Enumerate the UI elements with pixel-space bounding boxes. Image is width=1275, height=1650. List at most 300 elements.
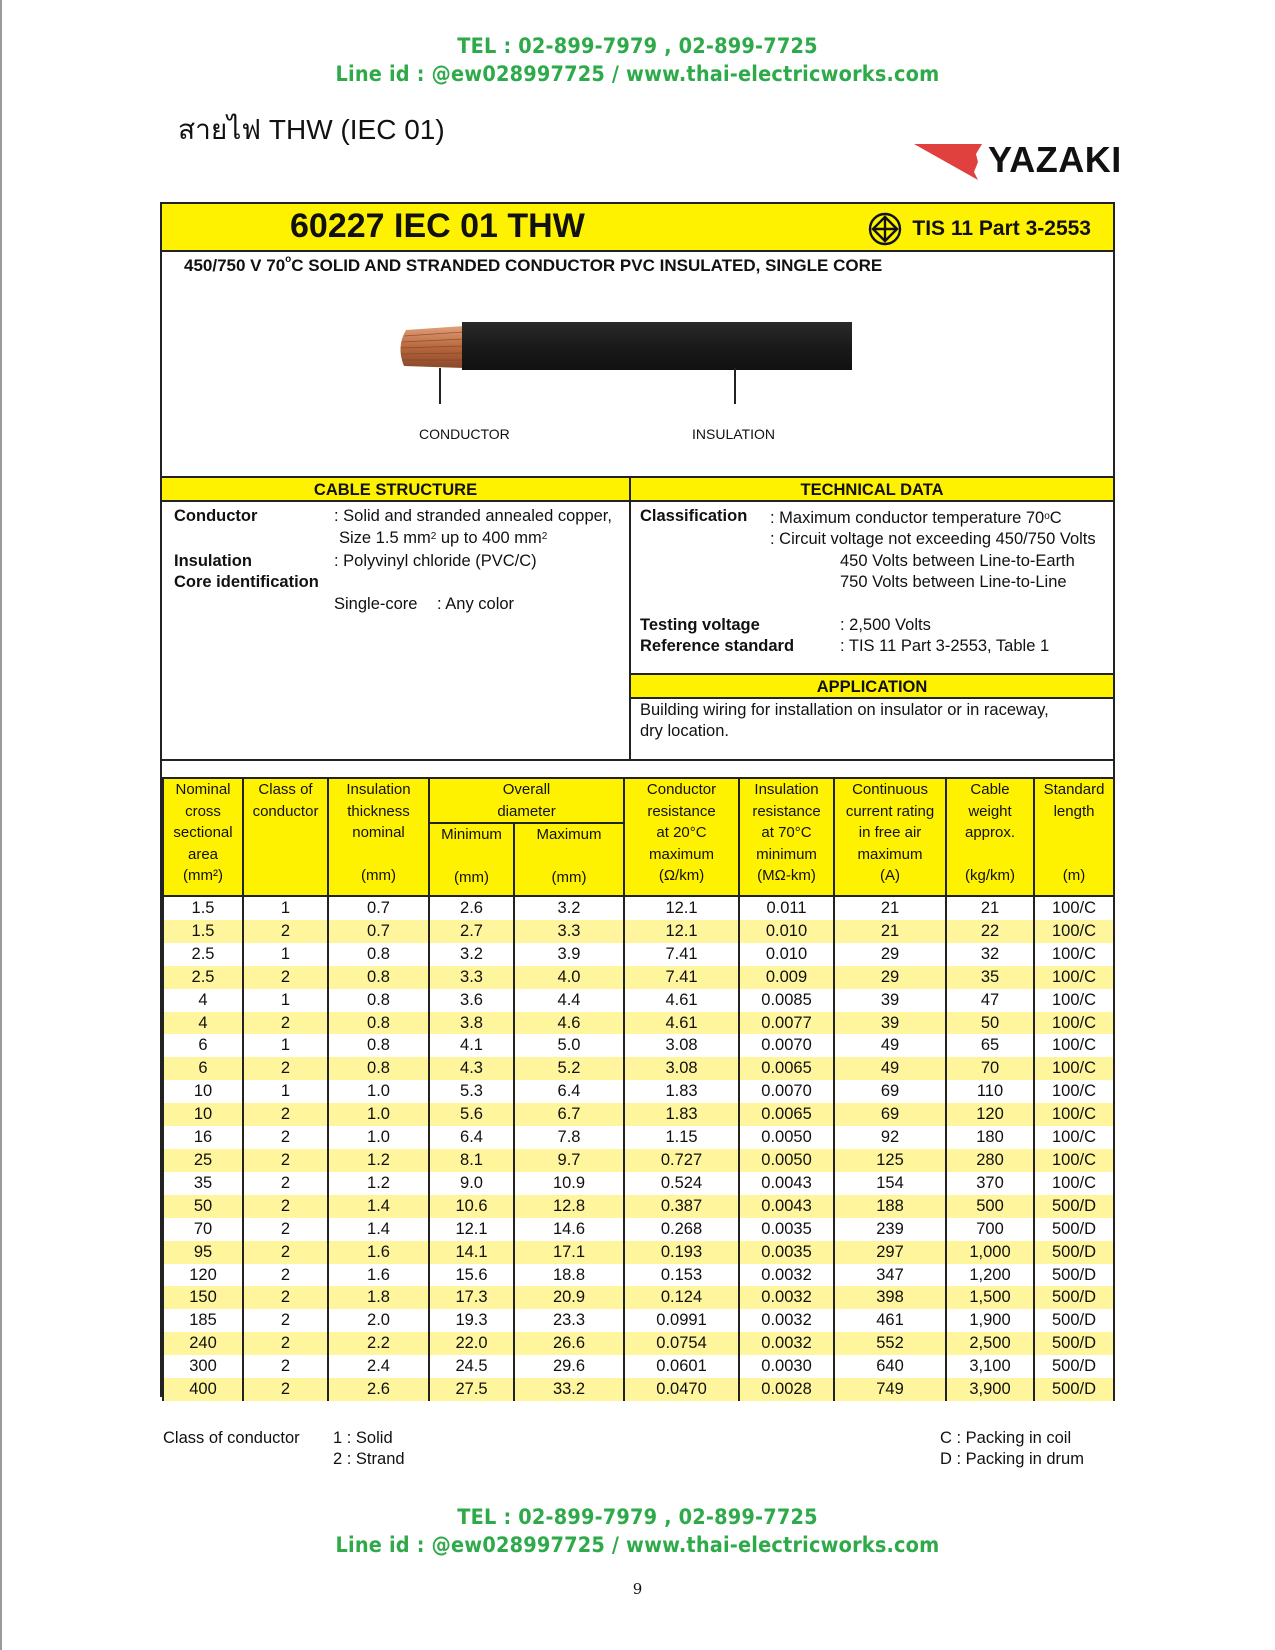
cell-conductor-resistance: 0.387	[624, 1195, 739, 1218]
header-conductor-resistance	[624, 778, 739, 896]
cell-area: 16	[163, 1126, 243, 1149]
cell-area: 2.5	[163, 966, 243, 989]
table-row	[163, 1034, 1114, 1057]
cell-conductor-resistance: 7.41	[624, 966, 739, 989]
insulation-label: INSULATION	[692, 426, 775, 442]
cell-insulation-resistance: 0.0032	[739, 1286, 834, 1309]
cell-cable-weight: 3,100	[946, 1355, 1034, 1378]
table-row	[163, 1378, 1114, 1401]
cell-current-rating: 49	[834, 1034, 946, 1057]
cell-insulation-thickness: 1.0	[328, 1080, 429, 1103]
footer-contact-phone: TEL : 02-899-7979 , 02-899-7725	[457, 1505, 818, 1529]
header-line: (mm)	[454, 869, 489, 886]
header-line: Overall	[502, 781, 551, 798]
degree-sign: o	[1044, 511, 1050, 522]
cell-insulation-thickness: 2.2	[328, 1332, 429, 1355]
cell-diameter-min: 9.0	[429, 1172, 514, 1195]
cell-standard-length: 100/C	[1034, 943, 1114, 966]
cell-area: 1.5	[163, 920, 243, 943]
cell-insulation-thickness: 0.8	[328, 966, 429, 989]
cell-insulation-resistance: 0.010	[739, 943, 834, 966]
table-row	[163, 1172, 1114, 1195]
table-row	[163, 1218, 1114, 1241]
cell-cable-weight: 1,200	[946, 1264, 1034, 1287]
cell-diameter-max: 26.6	[514, 1332, 624, 1355]
cell-current-rating: 69	[834, 1103, 946, 1126]
cell-insulation-resistance: 0.0077	[739, 1012, 834, 1035]
voltage-line-earth: 450 Volts between Line-to-Earth	[840, 552, 1075, 570]
cell-insulation-resistance: 0.0032	[739, 1332, 834, 1355]
header-line: weight	[968, 802, 1012, 820]
conductor-pointer	[439, 368, 441, 404]
header-line: resistance	[752, 802, 821, 820]
cell-insulation-resistance: 0.0032	[739, 1264, 834, 1287]
cell-diameter-min: 10.6	[429, 1195, 514, 1218]
cell-cable-weight: 50	[946, 1012, 1034, 1035]
cell-diameter-min: 3.2	[429, 943, 514, 966]
cell-diameter-min: 8.1	[429, 1149, 514, 1172]
cell-insulation-resistance: 0.0028	[739, 1378, 834, 1401]
cell-area: 50	[163, 1195, 243, 1218]
cell-insulation-thickness: 1.4	[328, 1195, 429, 1218]
legend-class-solid: 1 : Solid	[333, 1429, 393, 1447]
header-line: (A)	[880, 867, 901, 884]
cell-class: 1	[243, 1034, 328, 1057]
page-edge	[0, 0, 2, 1650]
header-line: in free air	[858, 824, 922, 841]
cell-class: 2	[243, 1264, 328, 1287]
cell-area: 10	[163, 1080, 243, 1103]
cell-diameter-min: 14.1	[429, 1241, 514, 1264]
table-row	[163, 966, 1114, 989]
header-cable-weight	[946, 778, 1034, 896]
cell-standard-length: 100/C	[1034, 966, 1114, 989]
cell-standard-length: 100/C	[1034, 1126, 1114, 1149]
reference-standard-value: : TIS 11 Part 3-2553, Table 1	[840, 637, 1050, 655]
header-line: maximum	[857, 845, 923, 863]
cell-conductor-resistance: 0.0470	[624, 1378, 739, 1401]
header-line: (mm²)	[183, 867, 223, 884]
legend-class-strand: 2 : Strand	[333, 1450, 405, 1468]
cell-conductor-resistance: 0.524	[624, 1172, 739, 1195]
conductor-spec-value: : Solid and stranded annealed copper,	[334, 507, 612, 525]
cell-diameter-min: 17.3	[429, 1286, 514, 1309]
header-insulation-thickness	[328, 778, 429, 896]
cell-diameter-max: 14.6	[514, 1218, 624, 1241]
cell-diameter-max: 23.3	[514, 1309, 624, 1332]
cell-current-rating: 92	[834, 1126, 946, 1149]
footer-contact-line-website: Line id : @ew028997725 / www.thai-electricworks.com	[335, 1533, 940, 1557]
product-title: 60227 IEC 01 THW	[290, 207, 585, 245]
core-color: : Any color	[437, 595, 515, 613]
cell-area: 10	[163, 1103, 243, 1126]
header-line: length	[1053, 802, 1095, 820]
header-line: minimum	[756, 845, 817, 863]
cell-conductor-resistance: 0.193	[624, 1241, 739, 1264]
cell-diameter-max: 33.2	[514, 1378, 624, 1401]
cell-diameter-max: 3.2	[514, 896, 624, 920]
core-identification-label: Core identification	[174, 573, 319, 591]
cell-insulation-resistance: 0.009	[739, 966, 834, 989]
legend-packing-coil: C : Packing in coil	[940, 1429, 1072, 1447]
cell-current-rating: 21	[834, 896, 946, 920]
cell-area: 240	[163, 1332, 243, 1355]
table-row	[163, 1195, 1114, 1218]
application-text-line1: Building wiring for installation on insulator or in raceway,	[640, 701, 1049, 719]
subtitle-description: C SOLID AND STRANDED CONDUCTOR PVC INSULATED, SINGLE CORE	[291, 256, 883, 275]
header-line: nominal	[352, 824, 405, 841]
cell-insulation-resistance: 0.0065	[739, 1103, 834, 1126]
cell-standard-length: 500/D	[1034, 1218, 1114, 1241]
cell-current-rating: 188	[834, 1195, 946, 1218]
squared-sign: 2	[541, 531, 548, 542]
conductor-size	[339, 528, 547, 549]
contact-phone: TEL : 02-899-7979 , 02-899-7725	[457, 34, 818, 58]
header-line: Class of	[258, 781, 313, 798]
cell-conductor-resistance: 0.727	[624, 1149, 739, 1172]
legend-packing-drum: D : Packing in drum	[940, 1450, 1084, 1468]
size-max: up to 400 mm	[436, 529, 542, 547]
cell-diameter-max: 3.9	[514, 943, 624, 966]
cell-conductor-resistance: 3.08	[624, 1057, 739, 1080]
cell-conductor-resistance: 0.153	[624, 1264, 739, 1287]
cell-area: 400	[163, 1378, 243, 1401]
reference-standard-label: Reference standard	[640, 637, 795, 655]
cell-standard-length: 100/C	[1034, 1103, 1114, 1126]
cell-class: 2	[243, 1218, 328, 1241]
cell-area: 4	[163, 1012, 243, 1035]
table-row	[163, 1012, 1114, 1035]
table-row	[163, 1057, 1114, 1080]
cable-spec-table	[162, 777, 1115, 1401]
cell-standard-length: 100/C	[1034, 1172, 1114, 1195]
cell-cable-weight: 370	[946, 1172, 1034, 1195]
cell-insulation-resistance: 0.0032	[739, 1309, 834, 1332]
cell-diameter-max: 6.4	[514, 1080, 624, 1103]
cell-current-rating: 39	[834, 1012, 946, 1035]
cell-diameter-max: 10.9	[514, 1172, 624, 1195]
cell-cable-weight: 280	[946, 1149, 1034, 1172]
page-title: สายไฟ THW (IEC 01)	[178, 114, 445, 145]
header-insulation-resistance	[739, 778, 834, 896]
cell-diameter-max: 6.7	[514, 1103, 624, 1126]
header-spacer	[329, 844, 428, 866]
cell-standard-length: 100/C	[1034, 920, 1114, 943]
cell-cable-weight: 1,500	[946, 1286, 1034, 1309]
cell-standard-length: 100/C	[1034, 1034, 1114, 1057]
cell-standard-length: 500/D	[1034, 1241, 1114, 1264]
cell-diameter-max: 4.6	[514, 1012, 624, 1035]
cell-class: 2	[243, 1332, 328, 1355]
cell-cable-weight: 1,000	[946, 1241, 1034, 1264]
cell-cable-weight: 70	[946, 1057, 1034, 1080]
cell-cable-weight: 21	[946, 896, 1034, 920]
header-line: Maximum	[536, 826, 602, 843]
cell-conductor-resistance: 0.0991	[624, 1309, 739, 1332]
yazaki-logo	[912, 138, 1127, 184]
cell-conductor-resistance: 0.268	[624, 1218, 739, 1241]
cell-insulation-thickness: 0.8	[328, 1057, 429, 1080]
header-line: Standard	[1043, 781, 1105, 798]
cell-standard-length: 500/D	[1034, 1378, 1114, 1401]
cell-insulation-resistance: 0.0050	[739, 1149, 834, 1172]
logo-text: YAZAKI	[988, 139, 1122, 180]
header-line: approx.	[964, 824, 1016, 841]
cell-diameter-max: 4.4	[514, 989, 624, 1012]
header-line: conductor	[252, 802, 319, 820]
header-line: at 70°C	[761, 824, 812, 841]
cell-insulation-thickness: 1.6	[328, 1264, 429, 1287]
cell-standard-length: 500/D	[1034, 1309, 1114, 1332]
subtitle-voltage: 450/750 V 70	[184, 256, 286, 275]
cell-current-rating: 239	[834, 1218, 946, 1241]
header-class	[243, 778, 328, 896]
cell-current-rating: 154	[834, 1172, 946, 1195]
cell-insulation-thickness: 2.0	[328, 1309, 429, 1332]
insulation-spec-label: Insulation	[174, 552, 252, 570]
datasheet	[160, 202, 1115, 1397]
size-min: Size 1.5 mm	[339, 529, 431, 547]
technical-data-header: TECHNICAL DATA	[631, 478, 1113, 502]
cell-standard-length: 500/D	[1034, 1286, 1114, 1309]
cell-insulation-thickness: 1.4	[328, 1218, 429, 1241]
cell-diameter-max: 7.8	[514, 1126, 624, 1149]
cell-area: 25	[163, 1149, 243, 1172]
cell-cable-weight: 180	[946, 1126, 1034, 1149]
cell-diameter-min: 24.5	[429, 1355, 514, 1378]
header-line: (mm)	[361, 867, 396, 884]
table-row	[163, 896, 1114, 920]
cell-class: 2	[243, 1057, 328, 1080]
cell-insulation-thickness: 2.6	[328, 1378, 429, 1401]
product-subtitle	[184, 256, 882, 276]
cell-diameter-max: 20.9	[514, 1286, 624, 1309]
temp-unit: C	[1049, 509, 1062, 527]
cell-insulation-thickness: 2.4	[328, 1355, 429, 1378]
cell-class: 1	[243, 989, 328, 1012]
header-spacer	[430, 846, 513, 868]
cell-diameter-min: 3.8	[429, 1012, 514, 1035]
insulation-spec-value: : Polyvinyl chloride (PVC/C)	[334, 552, 537, 570]
cell-diameter-max: 5.2	[514, 1057, 624, 1080]
cell-standard-length: 500/D	[1034, 1355, 1114, 1378]
cell-cable-weight: 500	[946, 1195, 1034, 1218]
testing-voltage-label: Testing voltage	[640, 616, 760, 634]
application-text-line2: dry location.	[640, 722, 729, 740]
conductor-label: CONDUCTOR	[419, 426, 510, 442]
cell-cable-weight: 22	[946, 920, 1034, 943]
cell-current-rating: 640	[834, 1355, 946, 1378]
conductor-spec-label: Conductor	[174, 507, 258, 525]
header-line: (mm)	[551, 869, 587, 886]
cell-class: 2	[243, 1241, 328, 1264]
cell-diameter-max: 17.1	[514, 1241, 624, 1264]
cell-insulation-resistance: 0.0043	[739, 1195, 834, 1218]
cell-insulation-thickness: 0.8	[328, 989, 429, 1012]
header-nominal-area	[163, 778, 243, 896]
cell-diameter-min: 3.6	[429, 989, 514, 1012]
cell-class: 2	[243, 1309, 328, 1332]
cell-class: 1	[243, 1080, 328, 1103]
classification-temperature	[770, 508, 1062, 529]
cell-area: 150	[163, 1286, 243, 1309]
cell-diameter-min: 15.6	[429, 1264, 514, 1287]
cell-area: 95	[163, 1241, 243, 1264]
cell-diameter-min: 4.3	[429, 1057, 514, 1080]
cell-area: 6	[163, 1034, 243, 1057]
header-line: area	[187, 845, 219, 863]
header-line: at 20°C	[656, 824, 707, 841]
header-diameter-max	[514, 823, 624, 896]
cell-insulation-resistance: 0.0070	[739, 1080, 834, 1103]
tis-certification-icon	[868, 212, 902, 246]
cell-standard-length: 500/D	[1034, 1264, 1114, 1287]
header-spacer	[515, 846, 623, 868]
cell-current-rating: 39	[834, 989, 946, 1012]
core-type: Single-core	[334, 595, 418, 613]
cell-insulation-thickness: 1.0	[328, 1126, 429, 1149]
cell-diameter-max: 18.8	[514, 1264, 624, 1287]
degree-sign: o	[285, 254, 292, 265]
cell-diameter-min: 22.0	[429, 1332, 514, 1355]
cell-conductor-resistance: 12.1	[624, 896, 739, 920]
cell-insulation-thickness: 0.7	[328, 920, 429, 943]
cell-conductor-resistance: 1.83	[624, 1080, 739, 1103]
cable-structure-header: CABLE STRUCTURE	[162, 478, 629, 502]
cell-class: 2	[243, 966, 328, 989]
cell-current-rating: 552	[834, 1332, 946, 1355]
cell-conductor-resistance: 1.83	[624, 1103, 739, 1126]
cell-standard-length: 100/C	[1034, 1057, 1114, 1080]
cell-current-rating: 461	[834, 1309, 946, 1332]
cell-insulation-resistance: 0.0035	[739, 1218, 834, 1241]
cell-conductor-resistance: 12.1	[624, 920, 739, 943]
cell-current-rating: 347	[834, 1264, 946, 1287]
table-body	[163, 896, 1114, 1401]
cell-diameter-max: 9.7	[514, 1149, 624, 1172]
cell-diameter-min: 5.6	[429, 1103, 514, 1126]
cell-insulation-resistance: 0.0070	[739, 1034, 834, 1057]
table-row	[163, 1080, 1114, 1103]
cell-standard-length: 500/D	[1034, 1195, 1114, 1218]
cell-current-rating: 21	[834, 920, 946, 943]
title-band	[162, 204, 1113, 252]
standard-badge	[868, 212, 1091, 246]
cell-cable-weight: 2,500	[946, 1332, 1034, 1355]
cell-area: 2.5	[163, 943, 243, 966]
header-diameter-min	[429, 823, 514, 896]
header-line: Cable	[970, 781, 1010, 798]
section-divider	[162, 759, 1113, 761]
cell-insulation-resistance: 0.011	[739, 896, 834, 920]
table-row	[163, 920, 1114, 943]
table-row	[163, 1355, 1114, 1378]
cell-insulation-thickness: 0.7	[328, 896, 429, 920]
cell-area: 70	[163, 1218, 243, 1241]
header-line: sectional	[173, 824, 233, 841]
cell-current-rating: 125	[834, 1149, 946, 1172]
cell-conductor-resistance: 0.0601	[624, 1355, 739, 1378]
header-current-rating	[834, 778, 946, 896]
cell-current-rating: 749	[834, 1378, 946, 1401]
cell-standard-length: 100/C	[1034, 1012, 1114, 1035]
cell-standard-length: 100/C	[1034, 989, 1114, 1012]
cell-insulation-resistance: 0.0035	[739, 1241, 834, 1264]
header-line: Insulation	[346, 781, 411, 798]
cell-insulation-thickness: 1.6	[328, 1241, 429, 1264]
header-line: Nominal	[175, 781, 231, 798]
cell-diameter-min: 2.6	[429, 896, 514, 920]
cell-class: 2	[243, 1012, 328, 1035]
temp-text: : Maximum conductor temperature 70	[770, 509, 1045, 527]
header-line: (kg/km)	[965, 867, 1016, 884]
header-line: resistance	[647, 802, 716, 820]
header-line: (m)	[1062, 867, 1086, 884]
column-divider	[629, 478, 631, 761]
header-overall-diameter	[429, 778, 624, 823]
cell-current-rating: 29	[834, 966, 946, 989]
cell-class: 2	[243, 1195, 328, 1218]
cell-cable-weight: 47	[946, 989, 1034, 1012]
cell-diameter-min: 19.3	[429, 1309, 514, 1332]
cell-class: 2	[243, 1103, 328, 1126]
header-line: Minimum	[441, 826, 502, 843]
cell-class: 2	[243, 1355, 328, 1378]
header-line: maximum	[649, 845, 715, 863]
cell-class: 1	[243, 896, 328, 920]
voltage-line-line: 750 Volts between Line-to-Line	[840, 573, 1067, 591]
testing-voltage-value: : 2,500 Volts	[840, 616, 931, 634]
table-row	[163, 1332, 1114, 1355]
legend-class-label: Class of conductor	[163, 1429, 300, 1447]
cell-conductor-resistance: 3.08	[624, 1034, 739, 1057]
header-line: Conductor	[646, 781, 717, 798]
cell-conductor-resistance: 0.0754	[624, 1332, 739, 1355]
cell-area: 6	[163, 1057, 243, 1080]
cell-conductor-resistance: 7.41	[624, 943, 739, 966]
cell-insulation-resistance: 0.0043	[739, 1172, 834, 1195]
cell-insulation-resistance: 0.0085	[739, 989, 834, 1012]
table-row	[163, 1309, 1114, 1332]
table-row	[163, 1103, 1114, 1126]
cell-class: 2	[243, 1172, 328, 1195]
table-row	[163, 1126, 1114, 1149]
cell-conductor-resistance: 0.124	[624, 1286, 739, 1309]
header-line: thickness	[347, 802, 410, 820]
table-row	[163, 1264, 1114, 1287]
cell-insulation-thickness: 1.2	[328, 1172, 429, 1195]
cell-cable-weight: 700	[946, 1218, 1034, 1241]
header-line: (Ω/km)	[658, 867, 705, 884]
header-line: cross	[185, 802, 221, 820]
cell-insulation-thickness: 1.8	[328, 1286, 429, 1309]
cell-current-rating: 398	[834, 1286, 946, 1309]
cell-current-rating: 297	[834, 1241, 946, 1264]
cell-diameter-min: 6.4	[429, 1126, 514, 1149]
cell-cable-weight: 65	[946, 1034, 1034, 1057]
cell-diameter-max: 12.8	[514, 1195, 624, 1218]
cell-class: 2	[243, 920, 328, 943]
cell-diameter-max: 4.0	[514, 966, 624, 989]
cell-insulation-resistance: 0.0050	[739, 1126, 834, 1149]
cell-cable-weight: 35	[946, 966, 1034, 989]
cell-class: 1	[243, 943, 328, 966]
cell-insulation-thickness: 0.8	[328, 1012, 429, 1035]
cell-area: 185	[163, 1309, 243, 1332]
table-row	[163, 943, 1114, 966]
classification-label: Classification	[640, 507, 748, 525]
cell-insulation-resistance: 0.0030	[739, 1355, 834, 1378]
